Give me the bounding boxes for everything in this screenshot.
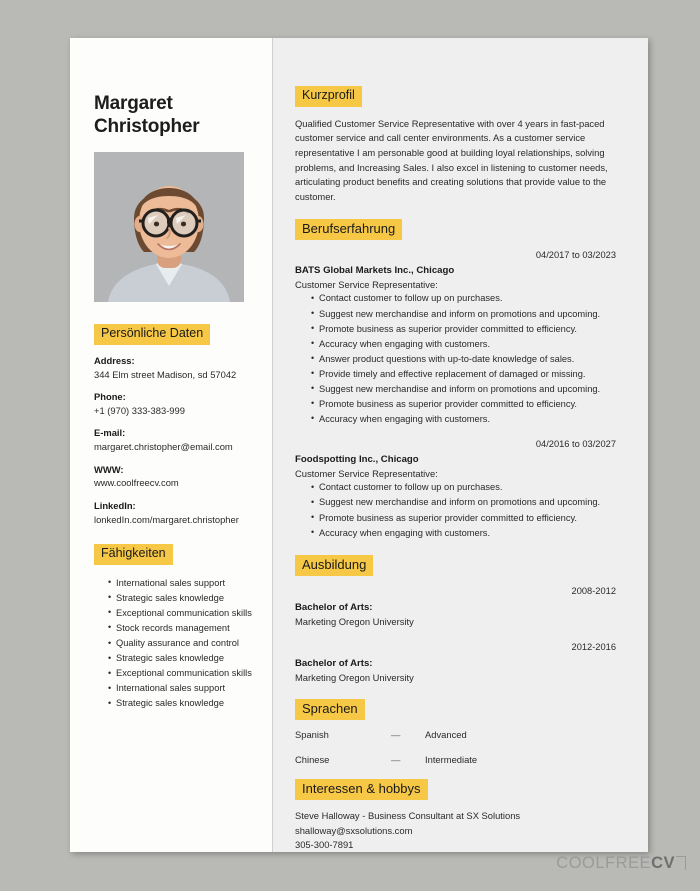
watermark-text-light: COOLFREE: [556, 854, 652, 872]
experience-role: Customer Service Representative:: [295, 278, 438, 290]
language-level: Advanced: [425, 729, 467, 741]
field-address: [94, 354, 256, 381]
right-column: [273, 38, 648, 852]
left-column: [70, 38, 272, 852]
list-item: • Suggest new merchandise and inform on promotions and upcoming.: [311, 382, 616, 397]
field-linkedin: [94, 499, 256, 526]
list-item: • International sales support: [108, 681, 256, 696]
experience-date: 04/2017 to 03/2023: [535, 249, 616, 260]
language-level: Intermediate: [425, 754, 478, 766]
coolfreecv-watermark: [556, 854, 686, 873]
list-item: • Provide timely and effective replacement of damaged or missing.: [311, 367, 616, 382]
language-separator: —: [391, 754, 401, 766]
summary-text: Qualified Customer Service Representative with over 4 years in fast-paced customer service and call center environments. As a customer service representative I am personable good at building loyal relationships, solving problems, and Increasing Sales. I also excel in listening to customer needs, articulating product benefits and creating solutions that provide value to the customer.: [295, 117, 608, 202]
field-www-label: WWW:: [94, 463, 124, 475]
education-school: Marketing Oregon University: [295, 672, 414, 684]
field-www: [94, 463, 256, 490]
language-entry: [295, 754, 616, 765]
list-item: • International sales support: [108, 576, 256, 591]
education-section: [295, 555, 616, 685]
avatar: [94, 152, 244, 302]
summary-title: Kurzprofil: [295, 86, 362, 107]
education-title: Ausbildung: [295, 555, 373, 576]
field-email: [94, 426, 256, 453]
list-item: • Accuracy when engaging with customers.: [311, 526, 616, 541]
list-item: • Contact customer to follow up on purchases.: [311, 480, 616, 495]
field-address-label: Address:: [94, 354, 135, 366]
field-address-value: 344 Elm street Madison, sd 57042: [94, 368, 237, 380]
field-phone-value: +1 (970) 333-383-999: [94, 404, 185, 416]
personal-data-section: [94, 324, 256, 526]
languages-title: Sprachen: [295, 699, 365, 720]
list-item: • Quality assurance and control: [108, 636, 256, 651]
education-date: 2008-2012: [571, 585, 616, 596]
education-degree: Bachelor of Arts:: [295, 601, 373, 613]
experience-entry: [295, 438, 616, 541]
list-item: • Stock records management: [108, 621, 256, 636]
interests-line: shalloway@sxsolutions.com: [295, 824, 413, 836]
skills-title: Fähigkeiten: [94, 544, 173, 565]
field-email-label: E-mail:: [94, 427, 126, 439]
list-item: • Suggest new merchandise and inform on promotions and upcoming.: [311, 495, 616, 510]
language-name: Chinese: [295, 754, 330, 766]
interests-line: Steve Halloway - Business Consultant at SX Solutions: [295, 810, 521, 822]
experience-section: [295, 219, 616, 541]
experience-role: Customer Service Representative:: [295, 467, 438, 479]
list-item: • Accuracy when engaging with customers.: [311, 412, 616, 427]
interests-section: [295, 779, 616, 852]
skills-section: [94, 544, 256, 711]
language-name: Spanish: [295, 729, 329, 741]
list-item: • Promote business as superior provider committed to efficiency.: [311, 511, 616, 526]
field-email-value: margaret.christopher@email.com: [94, 441, 233, 453]
field-phone-label: Phone:: [94, 391, 126, 403]
list-item: • Promote business as superior provider committed to efficiency.: [311, 322, 616, 337]
list-item: • Suggest new merchandise and inform on promotions and upcoming.: [311, 307, 616, 322]
education-entry: [295, 641, 616, 685]
interests-line: 305-300-7891: [295, 839, 354, 851]
education-date: 2012-2016: [571, 642, 616, 653]
language-entry: [295, 729, 616, 740]
education-school: Marketing Oregon University: [295, 615, 414, 627]
list-item: • Exceptional communication skills: [108, 666, 256, 681]
list-item: • Contact customer to follow up on purchases.: [311, 291, 616, 306]
list-item: • Strategic sales knowledge: [108, 651, 256, 666]
interests-title: Interessen & hobbys: [295, 779, 428, 800]
list-item: • Strategic sales knowledge: [108, 696, 256, 711]
watermark-text-bold: CV: [651, 854, 675, 872]
field-linkedin-value: lonkedIn.com/margaret.christopher: [94, 513, 239, 525]
skills-list: [94, 576, 256, 711]
list-item: • Answer product questions with up-to-date knowledge of sales.: [311, 352, 616, 367]
list-item: • Accuracy when engaging with customers.: [311, 337, 616, 352]
experience-title: Berufserfahrung: [295, 219, 402, 240]
experience-company: Foodspotting Inc., Chicago: [295, 453, 419, 465]
list-item: • Exceptional communication skills: [108, 606, 256, 621]
resume-page: [70, 38, 648, 852]
list-item: • Strategic sales knowledge: [108, 591, 256, 606]
first-name: Margaret: [94, 93, 173, 114]
candidate-name: [94, 92, 256, 138]
personal-data-title: Persönliche Daten: [94, 324, 210, 345]
language-separator: —: [391, 729, 401, 741]
bracket-icon: [676, 856, 686, 870]
education-degree: Bachelor of Arts:: [295, 658, 373, 670]
experience-duties: [295, 291, 616, 426]
experience-entry: [295, 249, 616, 427]
portrait-icon: [94, 152, 244, 302]
watermark-text: [556, 854, 675, 873]
list-item: • Promote business as superior provider committed to efficiency.: [311, 397, 616, 412]
field-linkedin-label: LinkedIn:: [94, 499, 136, 511]
education-entry: [295, 585, 616, 629]
last-name: Christopher: [94, 116, 200, 138]
experience-company: BATS Global Markets Inc., Chicago: [295, 264, 455, 276]
languages-section: [295, 699, 616, 765]
field-www-value: www.coolfreecv.com: [94, 477, 179, 489]
experience-date: 04/2016 to 03/2027: [535, 438, 616, 449]
field-phone: [94, 390, 256, 417]
summary-section: [295, 86, 616, 205]
experience-duties: [295, 480, 616, 540]
